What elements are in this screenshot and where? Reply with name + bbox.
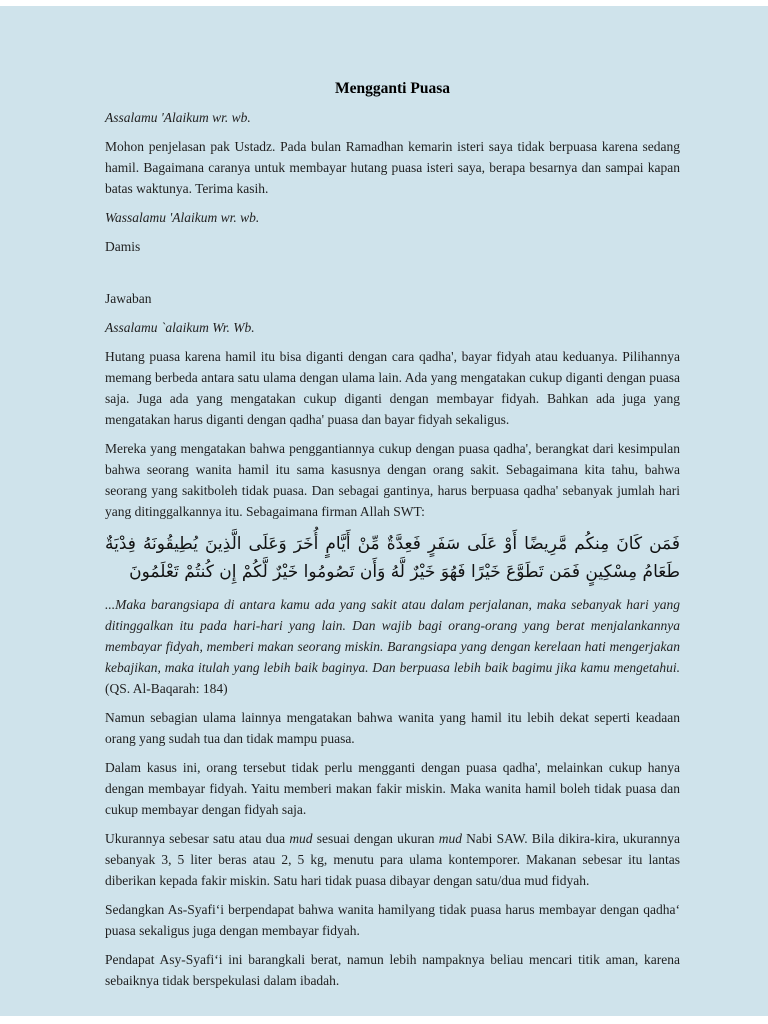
answer-paragraph-7: Pendapat Asy-Syafi‘i ini barangkali berat, namun lebih nampaknya beliau mencari titik aman, karena sebaiknya tidak berspekulasi dalam ibadah. xyxy=(105,952,680,988)
closing-salam: Wassalamu 'Alaikum wr. wb. xyxy=(105,210,260,225)
measure-mud-1: mud xyxy=(289,831,313,846)
verse-translation xyxy=(105,594,680,699)
answer-paragraph-3: Namun sebagian ulama lainnya mengatakan bahwa wanita yang hamil itu lebih dekat seperti keadaan orang yang sudah tua dan tidak mampu puasa. xyxy=(105,710,680,746)
answer-paragraph-4: Dalam kasus ini, orang tersebut tidak perlu mengganti dengan puasa qadha', melainkan cukup hanya dengan membayar fidyah. Yaitu memberi makan fakir miskin. Maka wanita hamil boleh tidak puasa dan cukup membayar dengan fidyah saja. xyxy=(105,760,680,817)
measure-text-3: Nabi SAW. Bila dikira-kira, ukurannya sebanyak 3, 5 liter beras atau 2, 5 kg, menutu para ulama kontemporer. Makanan sebesar itu lantas diberikan kepada fakir miskin. Satu hari tidak puasa dibayar dengan satu/dua mud fidyah. xyxy=(105,831,680,888)
answer-paragraph-5 xyxy=(105,828,680,891)
document-title: Mengganti Puasa xyxy=(335,80,450,97)
answer-salam: Assalamu `alaikum Wr. Wb. xyxy=(105,320,255,335)
answer-label: Jawaban xyxy=(105,291,152,306)
sender-name: Damis xyxy=(105,239,141,254)
question-paragraph: Mohon penjelasan pak Ustadz. Pada bulan Ramadhan kemarin isteri saya tidak berpuasa karena sedang hamil. Bagaimana caranya untuk membayar hutang puasa isteri saya, berapa besarnya dan sampai kapan batas waktunya. Terima kasih. xyxy=(105,139,680,196)
opening-salam: Assalamu 'Alaikum wr. wb. xyxy=(105,110,251,125)
translation-text: ...Maka barangsiapa di antara kamu ada yang sakit atau dalam perjalanan, maka sebanyak hari yang ditinggalkan itu pada hari-hari yang lain. Dan wajib bagi orang-orang yang berat menjalankannya membayar fidyah, memberi makan seorang miskin. Barangsiapa yang dengan kerelaan hati mengerjakan kebajikan, maka itulah yang lebih baik baginya. Dan berpuasa lebih baik bagimu jika kamu mengetahui. xyxy=(105,597,680,675)
measure-text-1: Ukurannya sebesar satu atau dua xyxy=(105,831,290,846)
measure-text-2: sesuai dengan ukuran xyxy=(312,831,439,846)
answer-paragraph-6: Sedangkan As-Syafi‘i berpendapat bahwa wanita hamilyang tidak puasa harus membayar dengan qadha‘ puasa sekaligus juga dengan membayar fidyah. xyxy=(105,902,680,938)
arabic-verse: فَمَن كَانَ مِنكُم مَّرِيضًا أَوْ عَلَى سَفَرٍ فَعِدَّةٌ مِّنْ أَيَّامٍ أُخَرَ وَعَلَى الَّذِينَ يُطِيقُونَهُ فِدْيَةٌ طَعَامُ مِسْكِينٍ فَمَن تَطَوَّعَ خَيْرًا فَهُوَ خَيْرٌ لَّهُ وَأَن تَصُومُوا خَيْرٌ لَّكُمْ إِن كُنتُمْ تَعْلَمُونَ xyxy=(105,534,680,582)
measure-mud-2: mud xyxy=(438,831,462,846)
answer-paragraph-2: Mereka yang mengatakan bahwa penggantiannya cukup dengan puasa qadha', berangkat dari kesimpulan bahwa seorang wanita hamil itu sama kasusnya dengan orang sakit. Sebagaimana kita tahu, bahwa seorang yang sakitboleh tidak puasa. Dan sebagai gantinya, harus berpuasa qadha' sebanyak jumlah hari yang ditinggalkannya itu. Sebagaimana firman Allah SWT: xyxy=(105,441,680,519)
verse-citation: (QS. Al-Baqarah: 184) xyxy=(105,681,228,696)
answer-paragraph-1: Hutang puasa karena hamil itu bisa diganti dengan cara qadha', bayar fidyah atau keduanya. Pilihannya memang berbeda antara satu ulama dengan ulama lain. Ada yang mengatakan cukup diganti dengan puasa saja. Juga ada yang mengatakan cukup diganti dengan membayar fidyah. Bahkan ada juga yang mengatakan harus diganti dengan qadha' puasa dan bayar fidyah sekaligus. xyxy=(105,349,680,427)
document-page xyxy=(0,6,768,1016)
